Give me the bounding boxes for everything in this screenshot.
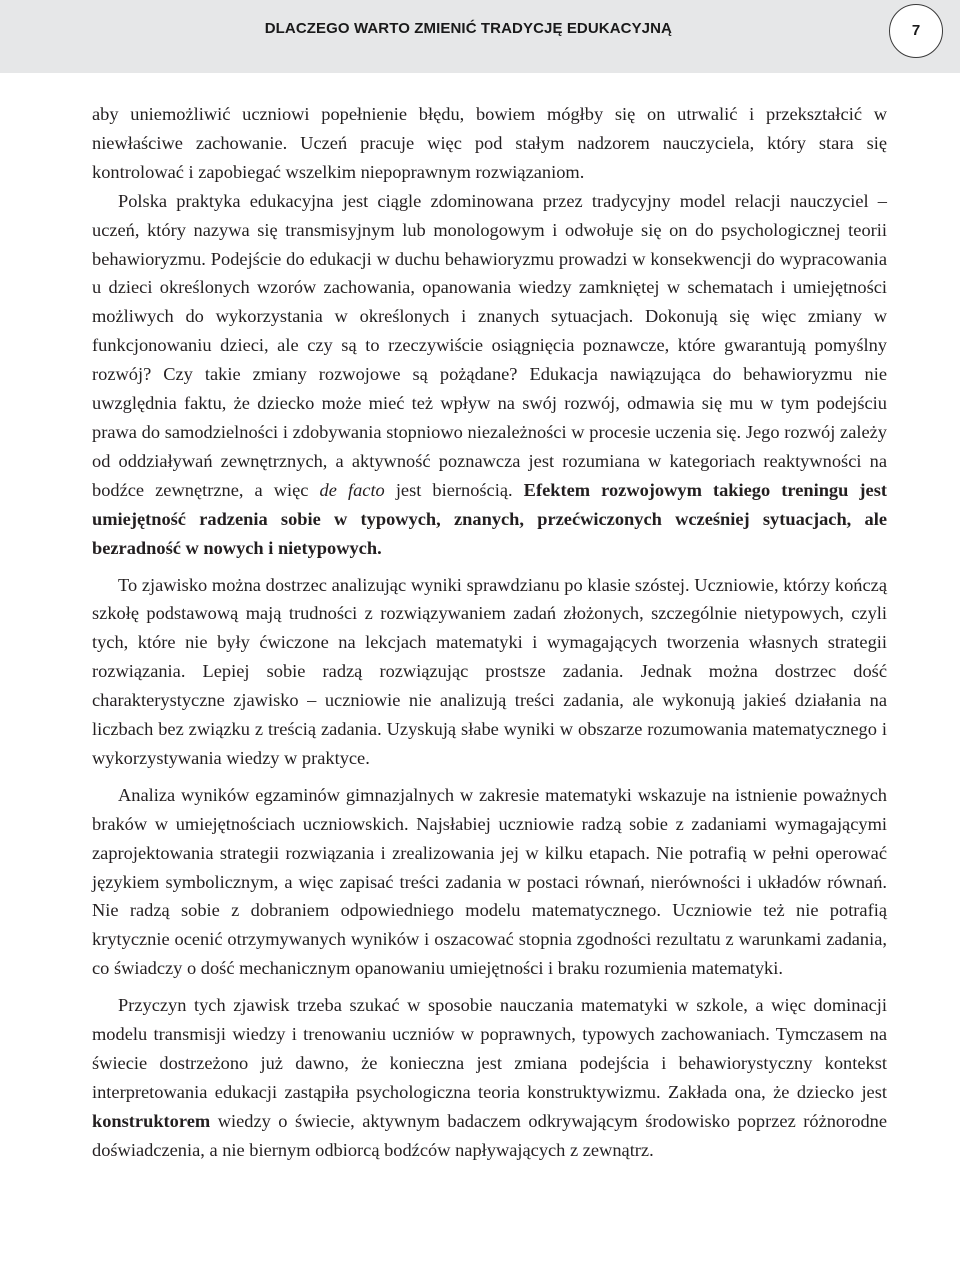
paragraph-3: To zjawisko można dostrzec analizując wyniki sprawdzianu po klasie szóstej. Uczniowie, którzy kończą szkołę podstawową mają trudności z rozwiązywaniem zadań złożonych, szczególnie nietypowych, czyli tych, które nie były ćwiczone na lekcjach matematyki i wymagających tworzenia własnych strategii rozwiązania. Lepiej sobie radzą rozwiązując prostsze zadania. Jednak można dostrzec dość charakterystyczne zjawisko – uczniowie nie analizują treści zadania, ale wykonują jakieś działania na liczbach bez związku z treścią zadania. Uzyskują słabe wyniki w obszarze rozumowania matematycznego i wykorzystywania wiedzy w praktyce. [92, 574, 887, 768]
paragraph-4: Analiza wyników egzaminów gimnazjalnych w zakresie matematyki wskazuje na istnienie poważnych braków w umiejętnościach uczniowskich. Najsłabiej uczniowie radzą sobie z zadaniami wymagającymi zaprojektowania strategii rozwiązania i zrealizowania jej w kilku etapach. Nie potrafią w pełni operować językiem symbolicznym, a więc zapisać treści zadania w postaci równań, nierówności i układów równań. Nie radzą sobie z dobraniem odpowiedniego modelu matematycznego. Uczniowie też nie potrafią krytycznie ocenić otrzymywanych wyników i oszacować stopnia zgodności rezultatu z warunkami zadania, co świadczy o dość mechanicznym opanowaniu umiejętności i braku rozumienia matematyki. [92, 784, 887, 979]
emphasized-term: konstruktorem [92, 1110, 211, 1131]
paragraph-2 [92, 187, 887, 563]
emphasized-conclusion: Efektem rozwojowym takiego treningu jest umiejętność radzenia sobie w typowych, znanych, przećwiczonych wcześniej sytuacjach, ale bezradność w nowych i nietypowych. [92, 479, 887, 558]
paragraph-5-text-cont: wiedzy o świecie, aktywnym badaczem odkrywającym środowisko poprzez różnorodne doświadczenia, a nie biernym odbiorcą bodźców napływających z zewnątrz. [92, 1110, 887, 1160]
page-number: 7 [911, 22, 921, 39]
chapter-title: DLACZEGO WARTO ZMIENIĆ TRADYCJĘ EDUKACYJNĄ [264, 20, 672, 37]
paragraph-5-text: Przyczyn tych zjawisk trzeba szukać w sposobie nauczania matematyki w szkole, a więc dominacji modelu transmisji wiedzy i trenowaniu uczniów w poprawnych, typowych zachowaniach. Tymczasem na świecie dostrzeżono już dawno, że konieczna jest zmiana podejścia i behawiorystyczny kontekst interpretowania edukacji zastąpiła psychologiczna teoria konstruktywizmu. Zakłada ona, że dziecko jest [92, 995, 887, 1102]
body-text [92, 100, 887, 1165]
paragraph-1: aby uniemożliwić uczniowi popełnienie błędu, bowiem mógłby się on utrwalić i przekształcić w niewłaściwe zachowanie. Uczeń pracuje więc pod stałym nadzorem nauczyciela, który stara się kontrolować i zapobiegać wszelkim niepoprawnym rozwiązaniom. [92, 104, 887, 182]
paragraph-2-text: Polska praktyka edukacyjna jest ciągle zdominowana przez tradycyjny model relacji nauczyciel – uczeń, który nazywa się transmisyjnym lub monologowym i odwołuje się on do psychologicznej teorii behawioryzmu. Podejście do edukacji w duchu behawioryzmu prowadzi w konsekwencji do wypracowania u dzieci określonych wzorów zachowania, opanowania wiedzy zamkniętej w schematach i umiejętności możliwych do wykorzystania w określonych i znanych sytuacjach. Dokonują się więc zmiany w funkcjonowaniu dzieci, ale czy są to rzeczywiście osiągnięcia poznawcze, które gwarantują pomyślny rozwój? Czy takie zmiany rozwojowe są pożądane? Edukacja nawiązująca do behawioryzmu nie uwzględnia faktu, że dziecko może mieć też wpływ na swój rozwój, odmawia się mu w tym podejściu prawa do samodzielności i zdobywania stopniowo niezależności w procesie uczenia się. Jego rozwój zależy od oddziaływań zewnętrznych, a aktywność poznawcza jest rozumiana w kategoriach reaktywności na bodźce zewnętrzne, a więc [92, 190, 887, 500]
running-header [0, 0, 960, 73]
paragraph-2-text-cont: jest biernością. [384, 479, 524, 500]
paragraph-5 [92, 991, 887, 1164]
page-number-badge [889, 4, 943, 58]
latin-phrase: de facto [319, 479, 385, 500]
